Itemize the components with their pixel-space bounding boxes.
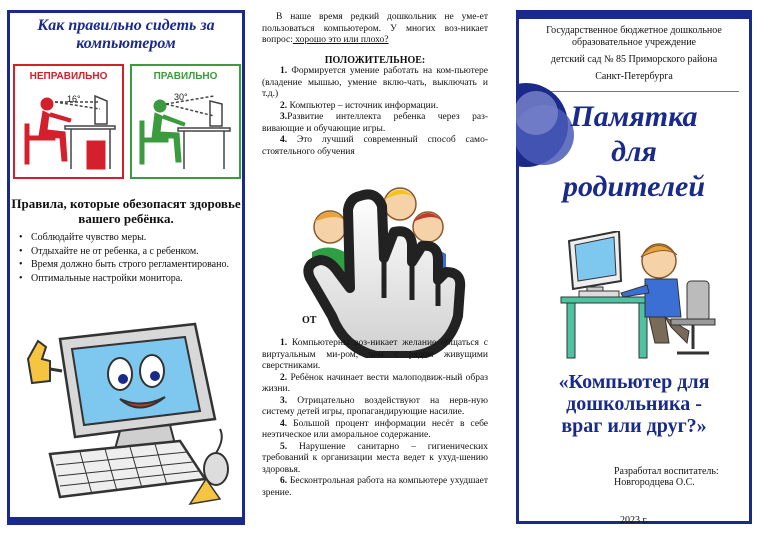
positive-list bbox=[262, 66, 488, 158]
right-panel bbox=[516, 10, 752, 524]
author-credit: Разработал воспитатель: Новгородцева О.С. bbox=[614, 466, 719, 488]
negative-list bbox=[262, 338, 488, 499]
list-item: 3. Отрицательно воздействуют на нерв-ную систему детей игры, пропагандирующие насилие. bbox=[262, 395, 488, 417]
positive-heading: ПОЛОЖИТЕЛЬНОЕ: bbox=[324, 54, 426, 66]
brochure-title: Памятка для родителей bbox=[562, 100, 706, 203]
right-posture-illustration bbox=[130, 64, 241, 179]
rules-list bbox=[18, 232, 236, 286]
left-title: Как правильно сидеть за компьютером bbox=[37, 17, 215, 52]
negative-heading: ОТ bbox=[302, 315, 317, 326]
list-item: 2. Компьютер – источник информации. bbox=[280, 100, 439, 111]
intro-question: хорошо это или плохо? bbox=[292, 35, 389, 45]
intro-paragraph: В наше время редкий дошкольник не уме-ет пользоваться компьютером. У многих воз-никает вопрос: хорошо это или плохо? bbox=[262, 12, 488, 45]
rule-item: • Время должно быть строго регламентировано. bbox=[18, 259, 236, 271]
year: 2023 г. bbox=[620, 515, 648, 526]
list-item: 1. Формируется умение работать на ком-пьютере (владение мышью, умение вклю-чать, выключать и т.д.) bbox=[262, 66, 488, 99]
list-item: 2. Ребёнок начинает вести малоподвиж-ный образ жизни. bbox=[262, 372, 488, 394]
list-item: 4. Большой процент информации несёт в себе неэтическое или аморальное содержание. bbox=[262, 418, 488, 440]
brochure-question: «Компьютер для дошкольника - враг или друг?» bbox=[558, 371, 710, 437]
wrong-label: НЕПРАВИЛЬНО bbox=[29, 71, 108, 82]
rule-item: • Отдыхайте не от ребенка, а с ребенком. bbox=[18, 246, 236, 258]
cartoon-computer-illustration bbox=[20, 319, 234, 509]
right-top-bar bbox=[519, 13, 749, 19]
list-item: 5. Нарушение санитарно – гигиенических требований к организации места ведет к ухуд-шению здоровья. bbox=[262, 441, 488, 475]
list-item: 4. Это лучший современный способ само-стоятельного обучения bbox=[262, 135, 488, 157]
child-at-computer-illustration bbox=[559, 231, 724, 361]
right-angle: 30° bbox=[174, 92, 188, 102]
list-item: 3.Развитие интеллекта ребенка через раз-вивающие и обучающие игры. bbox=[262, 112, 488, 134]
rule-item: • Оптимальные настройки монитора. bbox=[18, 273, 236, 285]
right-label: ПРАВИЛЬНО bbox=[153, 71, 218, 82]
wrong-angle: 16° bbox=[67, 94, 81, 104]
left-bottom-bar bbox=[7, 517, 245, 525]
middle-panel bbox=[262, 10, 488, 524]
rule-item: • Соблюдайте чувство меры. bbox=[18, 232, 236, 244]
pointer-hand-icon bbox=[298, 188, 468, 358]
left-panel bbox=[7, 10, 245, 524]
rules-title: Правила, которые обезопасят здоровье вашего ребёнка. bbox=[11, 196, 241, 226]
wrong-posture-illustration bbox=[13, 64, 124, 179]
organization-name: Государственное бюджетное дошкольное образовательное учреждение детский сад № 85 Приморского района Санкт-Петербурга bbox=[546, 25, 722, 82]
list-item: 6. Бесконтрольная работа на компьютере ухудшает зрение. bbox=[262, 476, 488, 498]
list-item: 1. Компьютерны воз-никает желание общаться с виртуальным ми-ром, чем с рядом живущими сверстниками. bbox=[262, 338, 488, 371]
